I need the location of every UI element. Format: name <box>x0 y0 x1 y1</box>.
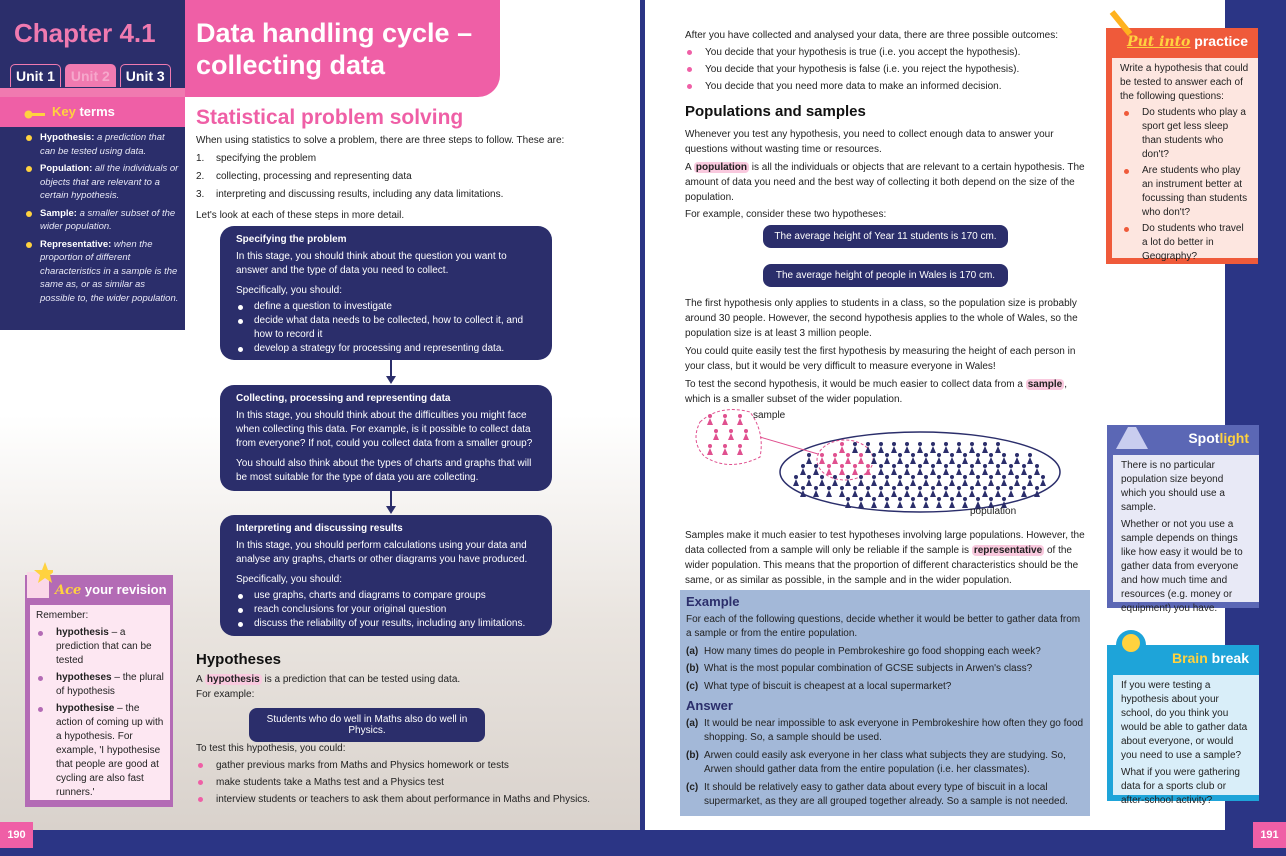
person-icon <box>1021 486 1027 497</box>
key-term: Representative: when the proportion of different characteristics in a sample is the same as, or as similar as possible to, the wider population. <box>24 238 180 306</box>
outcomes-text: After you have collected and analysed your data, there are three possible outcomes: You decide that your hypothesis is true (i.e. you accept the hypothesis). You decide that your hypothesis is false (i.e. you reject the hypothesis). You decide that you need more data to make an informed decision. <box>685 28 1090 94</box>
person-icon <box>982 442 988 453</box>
person-icon <box>819 475 825 486</box>
person-icon <box>813 486 819 497</box>
unit-tab-3: Unit 3 <box>120 64 171 87</box>
person-icon <box>995 486 1001 497</box>
person-icon <box>891 442 897 453</box>
person-icon <box>884 497 890 508</box>
put-into-practice-header: Put into practice <box>1127 33 1248 50</box>
person-icon <box>988 475 994 486</box>
person-icon <box>923 497 929 508</box>
populations-text: Whenever you test any hypothesis, you need to collect enough data to answer your questions without wasting time or resources. A population is all the individuals or objects that are relevant to a certain hypothesis. The amount of data you need and the best way of collecting it both depend on the size of the population. For example, consider these two hypotheses: <box>685 129 1085 220</box>
key-icon <box>24 107 46 116</box>
person-icon <box>995 464 1001 475</box>
ace-revision-content: Remember: hypothesis – a prediction that can be tested hypotheses – the plural of hypothesis hypothesise – the action of coming up with a hypothesis. For example, 'I hypothesise that people are good at cycling are also fast runners.' <box>30 605 170 800</box>
person-icon <box>713 429 719 440</box>
person-icon <box>988 453 994 464</box>
person-icon <box>949 497 955 508</box>
key-terms-title-b: terms <box>75 104 115 119</box>
person-icon <box>865 442 871 453</box>
brain-break-header: Brain break <box>1171 650 1249 666</box>
person-icon <box>858 475 864 486</box>
page-title: Data handling cycle – collecting data <box>185 0 500 97</box>
person-icon <box>975 475 981 486</box>
hypothesis-pill-1: The average height of Year 11 students is 170 cm. <box>763 225 1008 248</box>
brain-break-content: If you were testing a hypothesis about your school, do you think you would be able to gather data about everyone, or would you need to use a sample? What if you were gathering data for a sports club or after-school activity? <box>1113 675 1259 795</box>
page-number-right: 191 <box>1253 822 1286 848</box>
person-icon <box>1014 453 1020 464</box>
example-hypothesis: Students who do well in Maths also do well in Physics. <box>249 708 485 742</box>
person-icon <box>845 497 851 508</box>
person-icon <box>845 453 851 464</box>
person-icon <box>956 464 962 475</box>
person-icon <box>871 497 877 508</box>
person-icon <box>800 464 806 475</box>
person-icon <box>930 486 936 497</box>
key-terms-list <box>24 131 180 309</box>
hypotheses-heading: Hypotheses <box>196 651 282 668</box>
lamp-icon <box>1114 425 1150 456</box>
spotlight-header: Spotlight <box>1188 430 1249 446</box>
person-icon <box>845 475 851 486</box>
person-icon <box>891 486 897 497</box>
person-icon <box>969 464 975 475</box>
person-icon <box>982 486 988 497</box>
person-icon <box>936 453 942 464</box>
chapter-label: Chapter 4.1 <box>14 18 156 48</box>
person-icon <box>878 486 884 497</box>
person-icon <box>878 442 884 453</box>
population-sample-diagram <box>690 402 1070 522</box>
person-icon <box>806 475 812 486</box>
person-icon <box>956 486 962 497</box>
person-icon <box>943 464 949 475</box>
person-icon <box>943 442 949 453</box>
person-icon <box>1008 486 1014 497</box>
person-icon <box>995 442 1001 453</box>
person-icon <box>917 442 923 453</box>
person-icon <box>1034 486 1040 497</box>
arrow-head-icon <box>386 506 396 514</box>
person-icon <box>923 475 929 486</box>
page-number-left: 190 <box>0 822 33 848</box>
person-icon <box>936 497 942 508</box>
person-icon <box>930 442 936 453</box>
person-icon <box>722 444 728 455</box>
person-icon <box>962 453 968 464</box>
flow-step-interpreting: Interpreting and discussing results In this stage, you should perform calculations using your data and analyse any graphs, charts or other diagrams you have produced. Specifically, you should: use graphs, charts and diagrams to compare groups reach conclusions for your original question discuss the reliability of your results, including any limitations. <box>220 515 552 636</box>
person-icon <box>858 497 864 508</box>
person-icon <box>852 442 858 453</box>
section-heading: Statistical problem solving <box>196 106 464 129</box>
person-icon <box>806 453 812 464</box>
flow-step-collecting: Collecting, processing and representing data In this stage, you should think about the difficulties you might face when collecting this data. For example, is it possible to collect data from everyone? If not, could you collect data from a smaller group? You should also think about the types of charts and graphs that will be most suitable for the type of data you are collecting. <box>220 385 552 491</box>
person-icon <box>707 444 713 455</box>
key-term: Sample: a smaller subset of the wider population. <box>24 207 180 234</box>
person-icon <box>865 486 871 497</box>
person-icon <box>826 486 832 497</box>
person-icon <box>839 464 845 475</box>
person-icon <box>1014 475 1020 486</box>
person-icon <box>949 453 955 464</box>
person-icon <box>943 486 949 497</box>
spotlight-content: There is no particular population size beyond which you should use a sample. Whether or not you use a sample depends on things like how easy it would be to gather data from everyone and how much time and resources (e.g. money or equipment) you have. <box>1113 455 1259 602</box>
person-icon <box>800 486 806 497</box>
person-icon <box>897 475 903 486</box>
person-icon <box>819 453 825 464</box>
person-icon <box>832 475 838 486</box>
person-icon <box>813 464 819 475</box>
pencil-icon <box>1108 8 1134 41</box>
person-icon <box>897 497 903 508</box>
person-icon <box>897 453 903 464</box>
sample-label: sample <box>753 410 786 421</box>
person-icon <box>839 442 845 453</box>
person-icon <box>839 486 845 497</box>
person-icon <box>904 442 910 453</box>
person-icon <box>962 475 968 486</box>
person-icon <box>1040 475 1046 486</box>
person-icon <box>904 464 910 475</box>
key-terms-title: Key <box>52 104 76 119</box>
populations-heading: Populations and samples <box>685 103 866 120</box>
person-icon <box>1001 453 1007 464</box>
person-icon <box>917 486 923 497</box>
person-icon <box>1008 464 1014 475</box>
put-into-practice-content: Write a hypothesis that could be tested to answer each of the following questions: Do students who play a sport get less sleep than students who don't? Are students who play an instrument better at focussing than students who don't? Do students who travel a lot do better in Geography? <box>1112 58 1258 258</box>
person-icon <box>1001 475 1007 486</box>
hypothesis-pill-2: The average height of people in Wales is 170 cm. <box>763 264 1008 287</box>
head-icon <box>1114 628 1148 671</box>
person-icon <box>975 453 981 464</box>
person-icon <box>956 442 962 453</box>
put-into-practice-box <box>1106 28 1258 264</box>
person-icon <box>1034 464 1040 475</box>
person-icon <box>891 464 897 475</box>
person-icon <box>884 453 890 464</box>
person-icon <box>793 475 799 486</box>
person-icon <box>858 453 864 464</box>
unit-tab-1: Unit 1 <box>10 64 61 87</box>
person-icon <box>852 486 858 497</box>
person-icon <box>962 497 968 508</box>
person-icon <box>728 429 734 440</box>
person-icon <box>910 475 916 486</box>
person-icon <box>737 444 743 455</box>
person-icon <box>910 497 916 508</box>
person-icon <box>871 475 877 486</box>
person-icon <box>969 486 975 497</box>
arrow-head-icon <box>386 376 396 384</box>
key-term: Hypothesis: a prediction that can be tested using data. <box>24 131 180 158</box>
person-icon <box>852 464 858 475</box>
person-icon <box>826 464 832 475</box>
person-icon <box>930 464 936 475</box>
person-icon <box>1027 453 1033 464</box>
person-icon <box>884 475 890 486</box>
person-icon <box>878 464 884 475</box>
flow-step-specifying: Specifying the problem In this stage, you should think about the question you want to answer and the type of data you need to collect. Specifically, you should: define a question to investigate decide what data needs to be collected, how to collect it, and how to record it develop a strategy for processing and representing data. <box>220 226 552 360</box>
unit-tab-2: Unit 2 <box>65 64 116 87</box>
unit-tabs <box>10 64 171 87</box>
test-hypothesis-text: To test this hypothesis, you could: gather previous marks from Maths and Physics homework or tests make students take a Maths test and a Physics test interview students or teachers to ask them about performance in Maths and Physics. <box>196 741 616 807</box>
person-icon <box>936 475 942 486</box>
population-sample-figure <box>690 402 1070 522</box>
person-icon <box>969 442 975 453</box>
hypotheses-explanation: The first hypothesis only applies to students in a class, so the population size is probably around 30 people. However, the second hypothesis applies to the whole of Wales, so the population size is at least 3 million people. You could quite easily test the first hypothesis by measuring the height of each person in your class, but it would be very difficult to measure everyone in Wales! To test the second hypothesis, it would be much easier to collect data from a sample , which is a smaller subset of the wider population. <box>685 298 1078 405</box>
flow-arrow <box>390 491 392 507</box>
person-icon <box>910 453 916 464</box>
population-label: population <box>970 506 1017 517</box>
representative-text: Samples make it much easier to test hypotheses involving large populations. However, the data collected from a sample will only be reliable if the sample is representative of the wider population. This means that the proportion of different characteristics should be the same, or as similar as possible, in the sample and in the wider population. <box>685 530 1085 586</box>
intro-text: When using statistics to solve a problem, there are three steps to follow. These are: 1. specifying the problem 2. collecting, processing and representing data 3. interpreting and discussing results, including any data limitations. Let's look at each of these steps in more detail. <box>196 135 565 221</box>
person-icon <box>917 464 923 475</box>
person-icon <box>737 414 743 425</box>
ace-revision-header: Ace your revision <box>55 582 167 598</box>
key-terms-header <box>0 97 185 127</box>
person-icon <box>832 453 838 464</box>
divider <box>0 88 185 97</box>
person-icon <box>923 453 929 464</box>
person-icon <box>949 475 955 486</box>
person-icon <box>722 414 728 425</box>
person-icon <box>1021 464 1027 475</box>
key-term: Population: all the individuals or objects that are relevant to a certain hypothesis. <box>24 162 180 203</box>
hypothesis-definition: A hypothesis is a prediction that can be tested using data. For example: <box>196 674 461 700</box>
person-icon <box>1027 475 1033 486</box>
person-icon <box>904 486 910 497</box>
person-icon <box>743 429 749 440</box>
example-box: Example For each of the following questions, decide whether it would be better to gather data from a sample or from the entire population. (a) How many times do people in Pembrokeshire go food shopping each week? (b) What is the most popular combination of GCSE subjects in Arwen's class? (c) What type of biscuit is cheapest at a local supermarket? Answer (a) It would be near impossible to ask everyone in Pembrokeshire how often they go food shopping. So, a sample should be used. (b) Arwen could easily ask everyone in her class what subjects they are studying. So, Arwen should gather data from the entire population (i.e. her classmates). (c) It should be relatively easy to gather data about every type of biscuit in a local supermarket, as they are all grouped together already. So a sample is not needed. <box>680 590 1090 816</box>
person-icon <box>982 464 988 475</box>
